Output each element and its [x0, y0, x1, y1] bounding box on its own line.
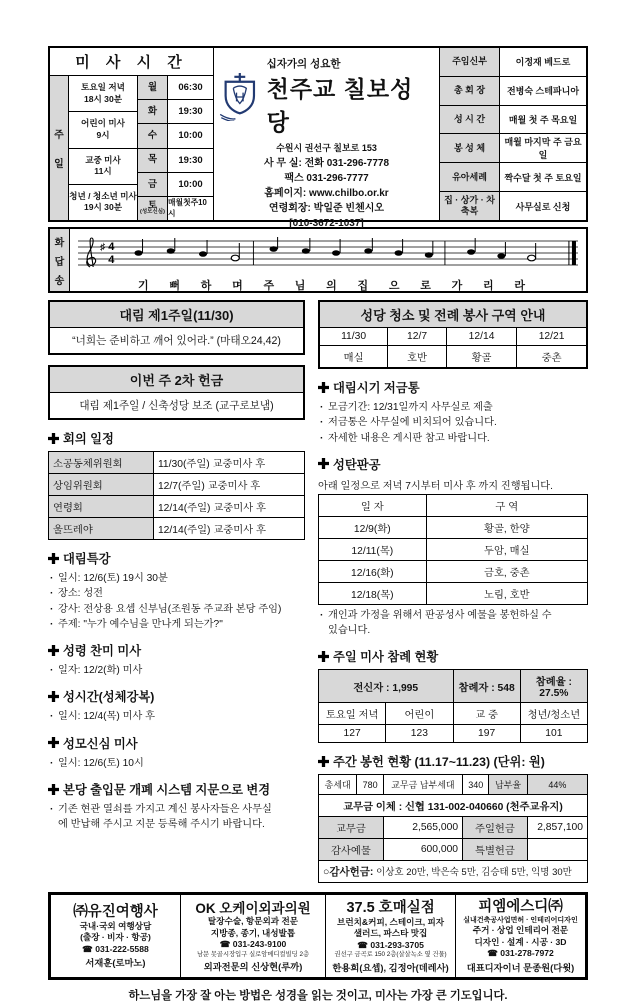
lecture-speaker: · 강사: 전상용 요셉 신부님(조원동 주교좌 본당 주임) [48, 602, 305, 617]
weekday-row: 토 (성모신심) 매월첫주10시 [138, 197, 213, 220]
info-row: 봉 성 체 매월 마지막 주 금요일 [440, 134, 586, 163]
time-signature-bottom: 4 [108, 254, 115, 266]
advent-lecture-heading: 대림특강 [48, 549, 305, 567]
table-row: 12/18(목) 노림, 호반 [319, 582, 588, 604]
cleaning-roster-title: 성당 청소 및 전례 봉사 구역 안내 [320, 302, 586, 328]
office-fax: 팩스 031-296-7777 [284, 172, 369, 184]
piggybank-detail: · 자세한 내용은 게시판 참고 바랍니다. [318, 431, 588, 446]
info-row: 집 · 상가 · 차 축복 사무실로 신청 [440, 192, 586, 220]
ad-restaurant: 37.5 호매실점 브런치&커피, 스테이크, 피자 샐러드, 파스타 맛집 ☎ 031-293-3705 권선구 금곡로 150 2층(살살녹소 옆 건물) 한용희(요셉), 김정아(데레사) [326, 895, 456, 977]
phone-line: ☎ 031-222-5588 [82, 943, 149, 954]
clergy-info-table [440, 48, 586, 220]
thanks-offering-label: ○감사헌금: [323, 866, 374, 879]
footer-message: 하느님을 가장 잘 아는 방법은 성경을 읽는 것이고, 미사는 가장 큰 기도입니다. [128, 990, 508, 1003]
psalm-vertical-label: 화 답 송 [50, 229, 70, 291]
mass-times-table [50, 48, 214, 220]
attendance-table [318, 669, 588, 743]
holy-hour-heading: 성시간(성체강복) [48, 687, 305, 705]
cleaning-roster-table [320, 328, 586, 367]
cross-icon [318, 651, 329, 662]
mass-attendance-heading: 주일 미사 참례 현황 [318, 647, 588, 665]
donation-table [318, 774, 588, 883]
church-contact [264, 142, 389, 231]
church-identity [214, 48, 440, 229]
weekday-row: 수 10:00 [138, 124, 213, 148]
info-row: 주임신부 이정재 베드로 [440, 48, 586, 77]
table-row: 12/9(화) 황골, 한양 [319, 516, 588, 538]
table-row: 전신자 : 1,995 참례자 : 548 참례율 : 27.5% [319, 670, 588, 703]
table-row: 일 자 구 역 [319, 494, 588, 516]
cross-icon [318, 756, 329, 767]
lecture-datetime: · 일시: 12/6(토) 19시 30분 [48, 571, 305, 586]
advent-sunday-box [48, 300, 305, 355]
weekday-row: 화 19:30 [138, 100, 213, 124]
bulletin-page [48, 0, 588, 1003]
header-box [48, 46, 588, 229]
table-row: 연령회 12/14(주일) 교중미사 후 [49, 496, 305, 518]
table-row: 11/30 12/7 12/14 12/21 [320, 328, 586, 346]
weekday-row: 금 10:00 [138, 173, 213, 197]
table-row: 토요일 저녁 어린이 교 중 청년/청소년 [319, 703, 588, 725]
table-row: 감사예물 600,000 특별헌금 [319, 839, 588, 861]
time-signature-top: 4 [108, 241, 115, 253]
advent-quote: “너희는 준비하고 깨어 있어라.” (마태오24,42) [72, 335, 281, 347]
church-address: 수원시 권선구 칠보로 153 [276, 143, 377, 153]
church-subtitle: 십자가의 성요한 [266, 58, 341, 70]
advertisement-strip [48, 892, 588, 980]
cross-icon [48, 553, 59, 564]
marian-mass-heading: 성모신심 미사 [48, 734, 305, 752]
table-row: 상임위원회 12/7(주일) 교중미사 후 [49, 474, 305, 496]
holy-hour-date: · 일시: 12/4(목) 미사 후 [48, 709, 305, 724]
weekday-row: 목 19:30 [138, 149, 213, 173]
lecture-place: · 장소: 성전 [48, 586, 305, 601]
weekday-times [138, 76, 213, 220]
lecture-topic: · 주제: "누가 예수님을 만나게 되는가?" [48, 617, 305, 632]
phone-line: ☎ 031-293-3705 [357, 939, 424, 950]
service-row: 교중 미사 11시 [69, 149, 137, 185]
cleaning-roster-box [318, 300, 588, 369]
sharp-sign: ♯ [100, 242, 106, 253]
info-row: 성 시 간 매월 첫 주 목요일 [440, 106, 586, 135]
second-collection-content: 대림 제1주일 / 신축성당 보조 (교구로보냄) [79, 400, 274, 412]
table-row: 매실 호반 황골 중촌 [320, 346, 586, 368]
ad-surgery-clinic: OK 오케이외과의원 탈장수술, 항문외과 전문 지방종, 종기, 내성발톱 ☎ 031-243-9100 남문 못골시장입구 실로암메디컬빌딩 2층 외과전문의 신상현(루까) [181, 895, 326, 977]
info-row: 총 회 장 전병숙 스테파니아 [440, 77, 586, 106]
service-row: 토요일 저녁 18시 30분 [69, 76, 137, 112]
confession-schedule-table [318, 494, 588, 605]
table-row: 울뜨레야 12/14(주일) 교중미사 후 [49, 518, 305, 540]
door-system-notice: · 기존 현관 열쇠를 가지고 계신 봉사자들은 사무실에 반납해 주시고 지문 등록해 주시기 바랍니다. [48, 802, 273, 833]
table-row: 교무금 이체 : 신협 131-002-040660 (천주교유지) [319, 795, 588, 817]
address-line: 남문 못골시장입구 실로암메디컬빌딩 2층 [196, 950, 310, 958]
right-column [318, 300, 588, 883]
office-phone: 사 무 실: 전화 031-296-7778 [263, 157, 390, 169]
ad-travel-agency: ㈜유진여행사 국내·국외 여행상담 (출장 · 비자 · 항공) ☎ 031-222-5588 서재훈(로마노) [51, 895, 181, 977]
cross-icon [318, 382, 329, 393]
piggybank-location: · 저금통은 사무실에 비치되어 있습니다. [318, 415, 588, 430]
info-row: 유아세례 짝수달 첫 주 토요일 [440, 163, 586, 192]
table-row: 127 123 197 101 [319, 725, 588, 743]
thanks-offering-names: 이상호 20만, 박은숙 5만, 김승태 5만, 익명 30만 [376, 867, 572, 879]
homepage: 홈페이지: www.chilbo.or.kr [264, 187, 389, 199]
piggybank-heading: 대림시기 저금통 [318, 378, 588, 396]
weekday-row: 월 06:30 [138, 76, 213, 100]
service-row: 청년 / 청소년 미사 19시 30분 [69, 190, 137, 213]
praise-mass-date: · 일자: 12/2(화) 미사 [48, 663, 305, 678]
phone-line: ☎ 031-243-9100 [219, 939, 287, 950]
praise-mass-heading: 성령 찬미 미사 [48, 641, 305, 659]
advent-sunday-title: 대림 제1주일(11/30) [50, 302, 303, 328]
responsorial-psalm-box [48, 227, 588, 293]
table-row: 소공동체위원회 11/30(주일) 교중미사 후 [49, 452, 305, 474]
piggybank-period: · 모금기간: 12/31일까지 사무실로 제출 [318, 400, 588, 415]
sunday-vertical-label: 주 일 [50, 76, 69, 220]
meetings-heading: 회의 일정 [48, 429, 305, 447]
church-title: 천주교 칠보성당 [266, 76, 414, 135]
second-collection-box [48, 365, 305, 420]
service-row: 어린이 미사 9시 [69, 112, 137, 148]
confession-offering-note: · 개인과 가정을 위해서 판공성사 예물을 봉헌하실 수 있습니다. [318, 608, 558, 639]
confession-intro: 아래 일정으로 저녁 7시부터 미사 후 까지 진행됩니다. [318, 480, 553, 492]
sunday-services [69, 76, 138, 220]
christmas-confession-heading: 성탄판공 [318, 455, 588, 473]
table-row: 총세대 780 교무금 납부세대 340 납부율 44% [319, 775, 588, 795]
phone-line: ☎ 031-278-7972 [487, 948, 554, 959]
cross-icon [48, 737, 59, 748]
cross-icon [48, 645, 59, 656]
cross-icon [318, 458, 329, 469]
door-system-heading: 본당 출입문 개폐 시스템 지문으로 변경 [48, 780, 305, 798]
cross-icon [48, 433, 59, 444]
second-collection-title: 이번 주 2차 헌금 [50, 367, 303, 393]
marian-mass-date: · 일시: 12/6(토) 10시 [48, 756, 305, 771]
meetings-table [48, 451, 305, 540]
weekly-donation-heading: 주간 봉헌 현황 (11.17~11.23) (단위: 원) [318, 752, 588, 770]
treble-clef-icon [87, 238, 96, 267]
left-column [48, 300, 305, 883]
ad-interior-design: 피엠에스디㈜ 실내건축공사업면허 · 인테리어디자인 주거 · 상업 인테리어 전문 디자인 · 설계 · 시공 · 3D ☎ 031-278-7972 대표디자이너 문종원(다윗) [456, 895, 585, 977]
psalm-lyrics: 기 뻐 하 며 주 님 의 집 으 로 가 리 라 [138, 280, 525, 292]
table-row: 12/16(화) 금호, 중촌 [319, 560, 588, 582]
mass-times-title: 미 사 시 간 [50, 48, 213, 76]
address-line: 권선구 금곡로 150 2층(살살녹소 옆 건물) [334, 951, 447, 959]
table-row: 12/11(목) 두암, 매실 [319, 538, 588, 560]
music-staff [76, 235, 580, 271]
table-row: 교무금 2,565,000 주일헌금 2,857,100 [319, 817, 588, 839]
cross-icon [48, 691, 59, 702]
table-row [319, 861, 588, 883]
church-crest-logo [218, 73, 262, 121]
cross-icon [48, 784, 59, 795]
senior-society-phone: [010-3672-1037] [289, 217, 364, 229]
senior-society-chair: 연령회장: 박일준 빈첸시오 [268, 202, 385, 214]
